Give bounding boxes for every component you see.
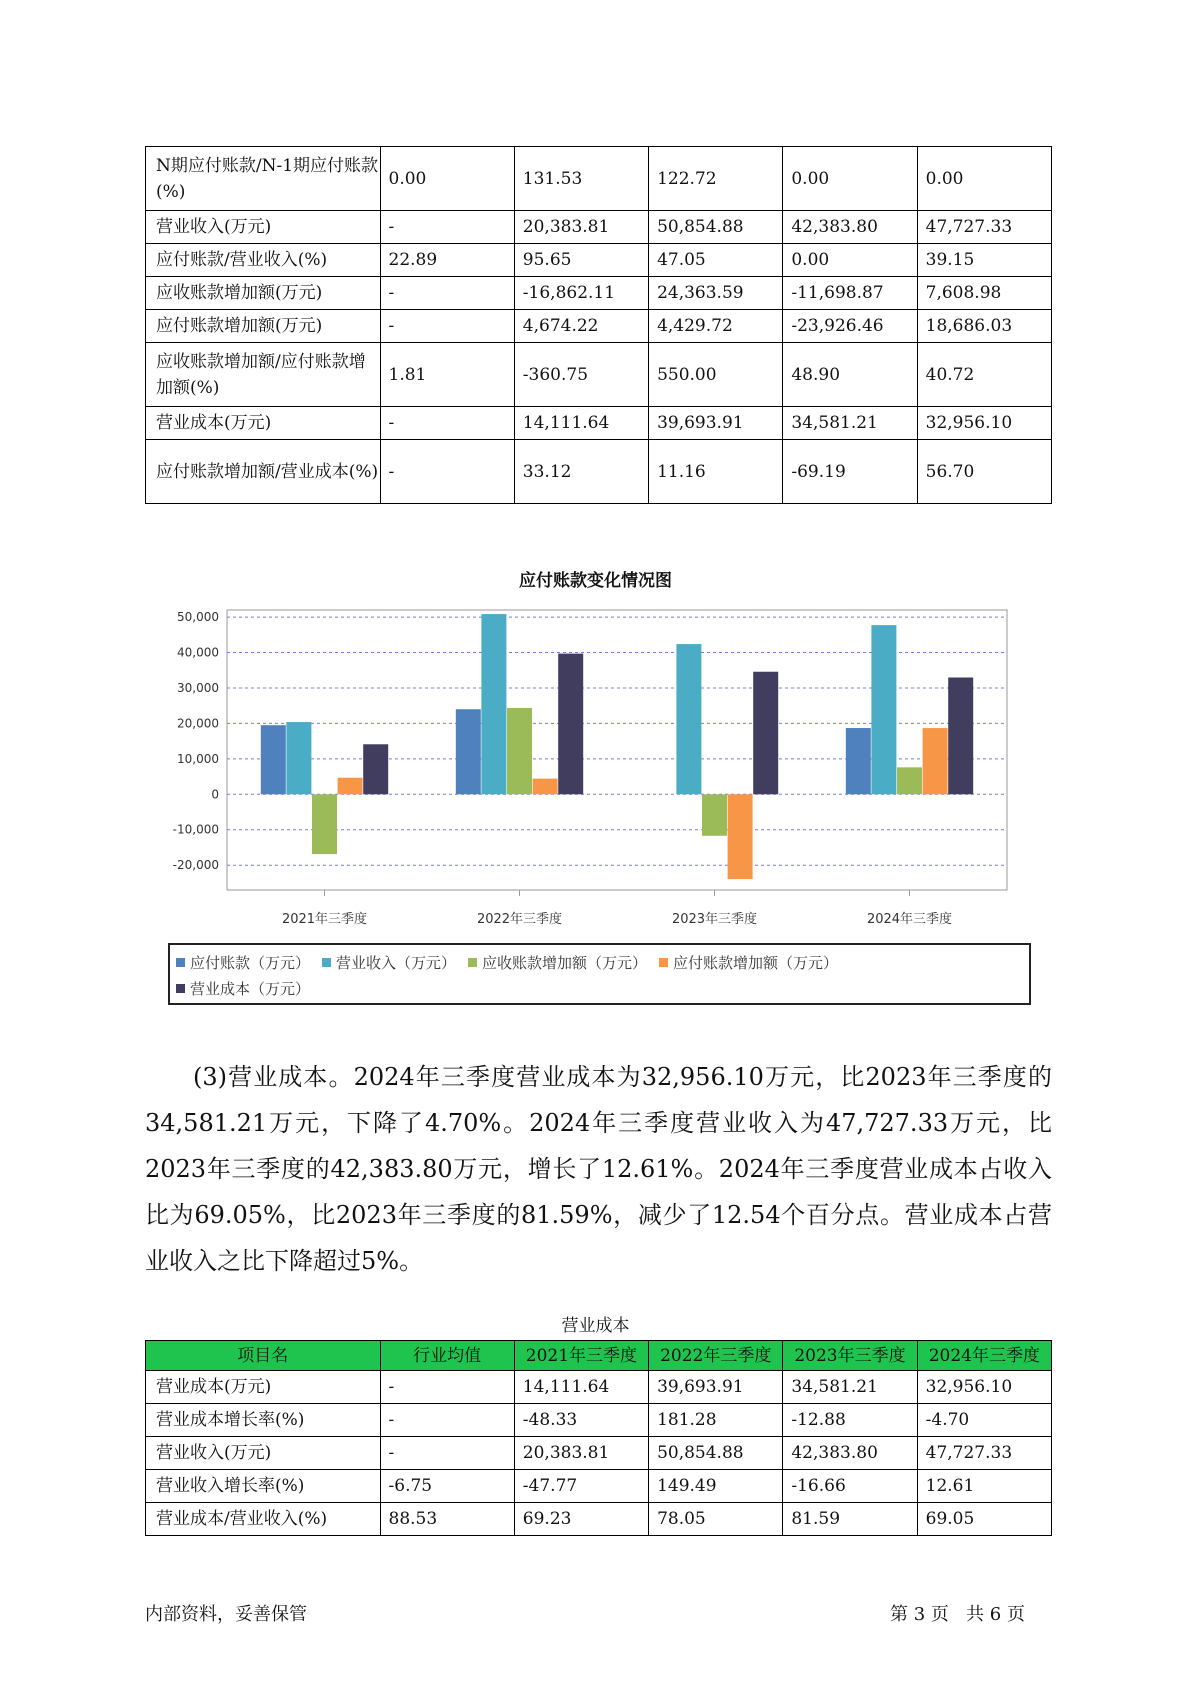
bar bbox=[897, 767, 922, 794]
bar bbox=[261, 725, 286, 794]
table-cell: 1.81 bbox=[380, 343, 514, 407]
table-cell: 550.00 bbox=[649, 343, 783, 407]
y-tick-label: 40,000 bbox=[177, 645, 219, 660]
chart-title: 应付账款变化情况图 bbox=[519, 571, 672, 591]
row-label: 营业成本增长率(%) bbox=[146, 1404, 381, 1437]
table-cell: -23,926.46 bbox=[783, 310, 917, 343]
legend-swatch bbox=[176, 984, 185, 993]
table-cell: 131.53 bbox=[514, 147, 648, 211]
row-label: N期应付账款/N-1期应付账款(%) bbox=[146, 147, 381, 211]
bar bbox=[923, 728, 948, 794]
table-cell: 33.12 bbox=[514, 440, 648, 504]
table-cell: 48.90 bbox=[783, 343, 917, 407]
table-cell: 0.00 bbox=[380, 147, 514, 211]
footer-page-number: 第 3 页 共 6 页 bbox=[890, 1604, 1025, 1625]
table-cell: 42,383.80 bbox=[783, 211, 917, 244]
table-cell: 0.00 bbox=[783, 147, 917, 211]
column-header: 行业均值 bbox=[380, 1341, 514, 1371]
bar bbox=[702, 794, 727, 835]
table-cell: 0.00 bbox=[783, 244, 917, 277]
legend-swatch bbox=[176, 958, 185, 967]
chart-legend bbox=[168, 943, 1031, 1005]
table-cell: 32,956.10 bbox=[917, 407, 1051, 440]
y-tick-label: 20,000 bbox=[177, 716, 219, 731]
table-cell: 56.70 bbox=[917, 440, 1051, 504]
column-header: 2021年三季度 bbox=[514, 1341, 648, 1371]
table-cell: 181.28 bbox=[649, 1404, 783, 1437]
bar bbox=[728, 794, 753, 879]
table-cell: 88.53 bbox=[380, 1503, 514, 1536]
table-cell: 34,581.21 bbox=[783, 407, 917, 440]
row-label: 应付账款增加额(万元) bbox=[146, 310, 381, 343]
table-cell: 50,854.88 bbox=[649, 211, 783, 244]
table-cell: 149.49 bbox=[649, 1470, 783, 1503]
y-tick-label: 50,000 bbox=[177, 610, 219, 625]
legend-item bbox=[176, 949, 310, 975]
table-cell: 18,686.03 bbox=[917, 310, 1051, 343]
table-cell: - bbox=[380, 277, 514, 310]
column-header: 项目名 bbox=[146, 1341, 381, 1371]
table-caption: 营业成本 bbox=[561, 1316, 630, 1336]
row-label: 营业收入(万元) bbox=[146, 211, 381, 244]
table-cell: 32,956.10 bbox=[917, 1371, 1051, 1404]
bar bbox=[363, 744, 388, 794]
table-cell: 0.00 bbox=[917, 147, 1051, 211]
legend-swatch bbox=[322, 958, 331, 967]
legend-swatch bbox=[659, 958, 668, 967]
x-tick-label: 2021年三季度 bbox=[281, 912, 368, 927]
table-cell: 24,363.59 bbox=[649, 277, 783, 310]
footer-confidential-note: 内部资料，妥善保管 bbox=[145, 1604, 307, 1625]
table-row bbox=[146, 277, 1052, 310]
table-cell: 20,383.81 bbox=[514, 1437, 648, 1470]
table-cell: -16.66 bbox=[783, 1470, 917, 1503]
legend-label: 应付账款（万元） bbox=[190, 953, 311, 972]
row-label: 营业成本(万元) bbox=[146, 1371, 381, 1404]
legend-label: 营业成本（万元） bbox=[190, 979, 311, 998]
table-cell: 39,693.91 bbox=[649, 407, 783, 440]
payables-bar-chart bbox=[160, 598, 1030, 943]
table-row bbox=[146, 1371, 1052, 1404]
row-label: 营业成本/营业收入(%) bbox=[146, 1503, 381, 1536]
bar bbox=[312, 794, 337, 854]
y-tick-label: -20,000 bbox=[172, 858, 219, 873]
table-cell: -4.70 bbox=[917, 1404, 1051, 1437]
table-cell: 42,383.80 bbox=[783, 1437, 917, 1470]
row-label: 应收账款增加额/应付账款增加额(%) bbox=[146, 343, 381, 407]
bar bbox=[456, 709, 481, 794]
y-tick-label: 30,000 bbox=[177, 680, 219, 695]
table-cell: 50,854.88 bbox=[649, 1437, 783, 1470]
table-cell: 40.72 bbox=[917, 343, 1051, 407]
operating-cost-paragraph: (3)营业成本。2024年三季度营业成本为32,956.10万元，比2023年三季度的34,581.21万元，下降了4.70%。2024年三季度营业收入为47,727.33万元，比2023年三季度的42,383.80万元，增长了12.61%。2024年三季度营业成本占收入比为69.05%，比2023年三季度的81.59%，减少了12.54个百分点。营业成本占营业收入之比下降超过5%。 bbox=[145, 1063, 1052, 1275]
table-cell: -48.33 bbox=[514, 1404, 648, 1437]
table-cell: 47,727.33 bbox=[917, 1437, 1051, 1470]
bar bbox=[507, 708, 532, 794]
table-cell: 14,111.64 bbox=[514, 1371, 648, 1404]
column-header: 2024年三季度 bbox=[917, 1341, 1051, 1371]
table-row bbox=[146, 1437, 1052, 1470]
table-row bbox=[146, 1503, 1052, 1536]
table-cell: 95.65 bbox=[514, 244, 648, 277]
bar bbox=[286, 722, 311, 794]
legend-item bbox=[322, 949, 456, 975]
row-label: 应付账款增加额/营业成本(%) bbox=[146, 440, 381, 504]
bar bbox=[481, 614, 506, 794]
bar bbox=[846, 728, 871, 794]
table-cell: - bbox=[380, 211, 514, 244]
table-cell: 7,608.98 bbox=[917, 277, 1051, 310]
table-cell: -12.88 bbox=[783, 1404, 917, 1437]
table-row bbox=[146, 407, 1052, 440]
legend-label: 应付账款增加额（万元） bbox=[673, 953, 839, 972]
column-header: 2022年三季度 bbox=[649, 1341, 783, 1371]
row-label: 营业收入增长率(%) bbox=[146, 1470, 381, 1503]
table-cell: - bbox=[380, 407, 514, 440]
table-cell: - bbox=[380, 1437, 514, 1470]
bar bbox=[338, 778, 363, 795]
table-cell: 22.89 bbox=[380, 244, 514, 277]
table-cell: 39.15 bbox=[917, 244, 1051, 277]
table-row bbox=[146, 147, 1052, 211]
table-cell: 4,674.22 bbox=[514, 310, 648, 343]
table-cell: 81.59 bbox=[783, 1503, 917, 1536]
column-header: 2023年三季度 bbox=[783, 1341, 917, 1371]
table-cell: 14,111.64 bbox=[514, 407, 648, 440]
legend-label: 营业收入（万元） bbox=[336, 953, 457, 972]
table-cell: 39,693.91 bbox=[649, 1371, 783, 1404]
table-cell: -360.75 bbox=[514, 343, 648, 407]
table-row bbox=[146, 440, 1052, 504]
table-cell: 4,429.72 bbox=[649, 310, 783, 343]
table-cell: -16,862.11 bbox=[514, 277, 648, 310]
row-label: 营业成本(万元) bbox=[146, 407, 381, 440]
x-tick-label: 2024年三季度 bbox=[866, 912, 953, 927]
table-cell: 78.05 bbox=[649, 1503, 783, 1536]
table-row bbox=[146, 343, 1052, 407]
bar bbox=[558, 654, 583, 795]
table-cell: 20,383.81 bbox=[514, 211, 648, 244]
legend-item bbox=[468, 949, 647, 975]
bar bbox=[948, 677, 973, 794]
table-cell: 69.23 bbox=[514, 1503, 648, 1536]
table-cell: 34,581.21 bbox=[783, 1371, 917, 1404]
table-cell: - bbox=[380, 1404, 514, 1437]
table-cell: - bbox=[380, 1371, 514, 1404]
legend-swatch bbox=[468, 958, 477, 967]
bar bbox=[676, 644, 701, 794]
y-tick-label: -10,000 bbox=[172, 822, 219, 837]
table-header-row bbox=[146, 1341, 1052, 1371]
payables-table bbox=[145, 146, 1052, 504]
table-cell: 47.05 bbox=[649, 244, 783, 277]
table-row bbox=[146, 310, 1052, 343]
row-label: 应付账款/营业收入(%) bbox=[146, 244, 381, 277]
operating-cost-table bbox=[145, 1340, 1052, 1536]
legend-item bbox=[176, 975, 310, 1001]
legend-label: 应收账款增加额（万元） bbox=[482, 953, 648, 972]
table-cell: 122.72 bbox=[649, 147, 783, 211]
table-cell: 69.05 bbox=[917, 1503, 1051, 1536]
table-cell: -69.19 bbox=[783, 440, 917, 504]
table-cell: -11,698.87 bbox=[783, 277, 917, 310]
row-label: 营业收入(万元) bbox=[146, 1437, 381, 1470]
legend-item bbox=[659, 949, 838, 975]
y-tick-label: 0 bbox=[211, 787, 219, 802]
bar bbox=[533, 779, 558, 795]
y-tick-label: 10,000 bbox=[177, 751, 219, 766]
table-row bbox=[146, 211, 1052, 244]
table-row bbox=[146, 244, 1052, 277]
bar bbox=[871, 625, 896, 794]
table-cell: - bbox=[380, 440, 514, 504]
table-cell: - bbox=[380, 310, 514, 343]
table-cell: -6.75 bbox=[380, 1470, 514, 1503]
table-cell: 47,727.33 bbox=[917, 211, 1051, 244]
table-cell: -47.77 bbox=[514, 1470, 648, 1503]
x-tick-label: 2022年三季度 bbox=[476, 912, 563, 927]
x-tick-label: 2023年三季度 bbox=[671, 912, 758, 927]
table-row bbox=[146, 1470, 1052, 1503]
row-label: 应收账款增加额(万元) bbox=[146, 277, 381, 310]
bar bbox=[753, 672, 778, 795]
table-cell: 12.61 bbox=[917, 1470, 1051, 1503]
table-cell: 11.16 bbox=[649, 440, 783, 504]
table-row bbox=[146, 1404, 1052, 1437]
